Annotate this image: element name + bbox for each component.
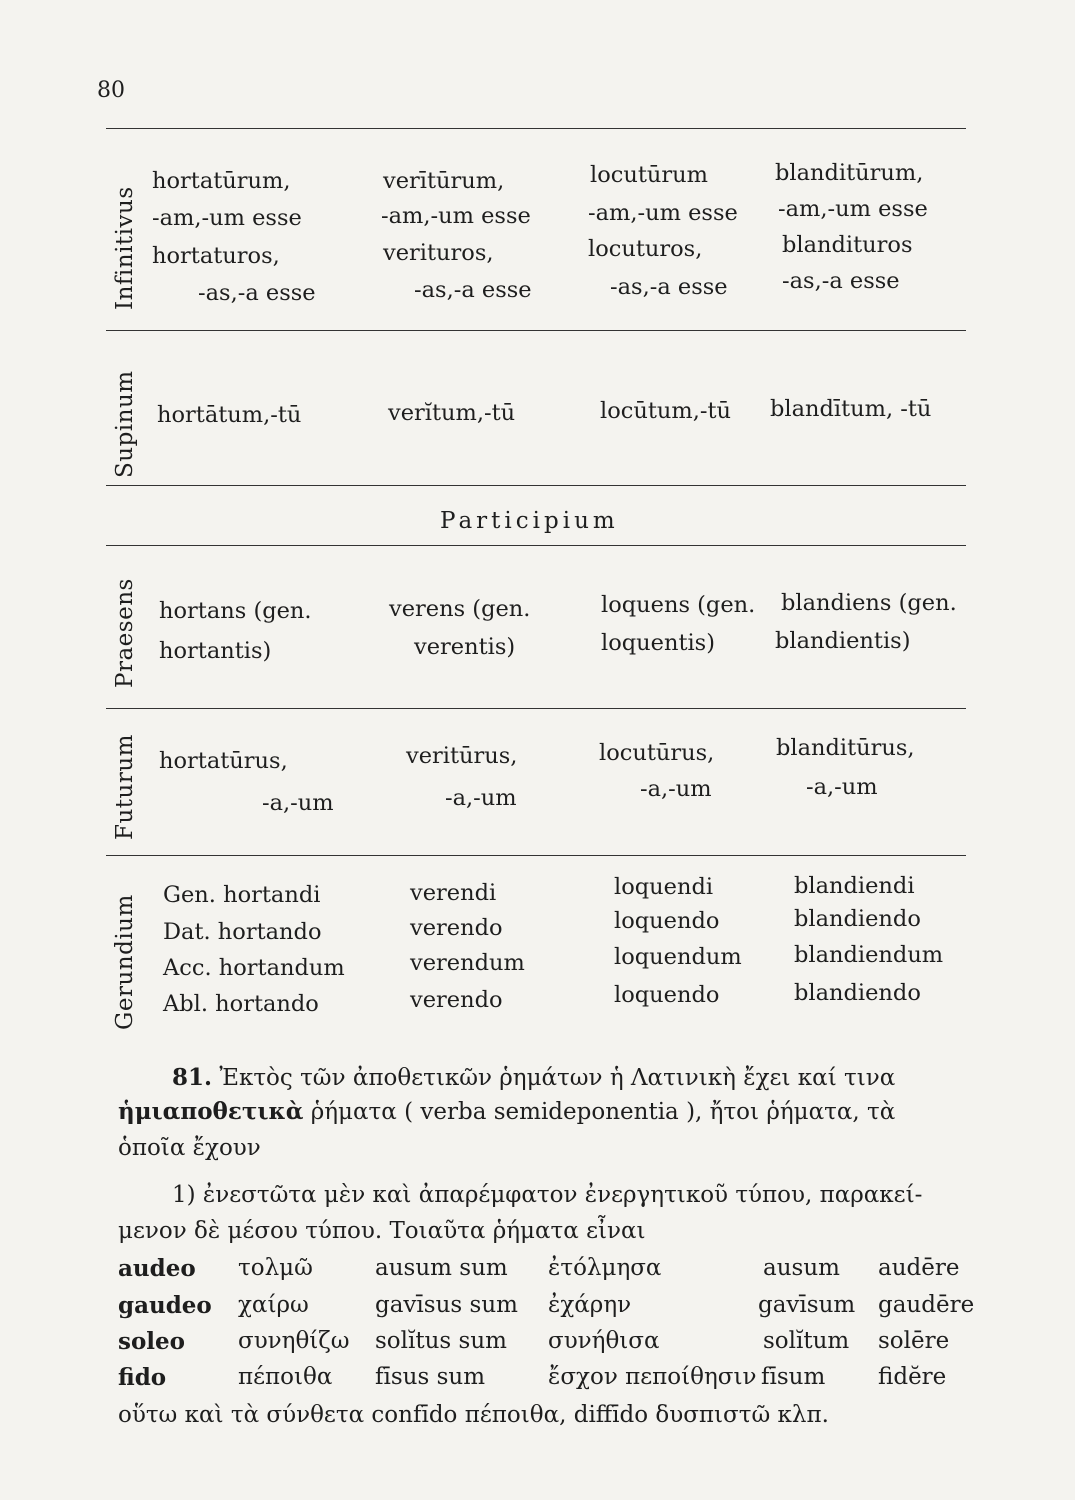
- infinitivus-cell: -as,-a esse: [414, 277, 532, 303]
- gerundium-cell: loquendi: [614, 874, 714, 900]
- section-text: ῥήματα ( verba semideponentia ), ἤτοι ῥήματα, τὰ: [310, 1099, 896, 1125]
- futurum-cell: -a,-um: [262, 790, 334, 816]
- verb-greek-perfect: συνήθισα: [548, 1328, 660, 1354]
- infinitivus-cell: -am,-um esse: [381, 203, 531, 229]
- verb-perfect: solĭtus sum: [375, 1328, 507, 1354]
- section-text: Ἐκτὸς τῶν ἀποθετικῶν ῥημάτων ἡ Λατινικὴ ἔχει καί τινα: [219, 1065, 896, 1091]
- section-number: 81.: [172, 1064, 213, 1091]
- verb-lemma: fido: [118, 1364, 167, 1391]
- verb-greek: χαίρω: [238, 1292, 309, 1318]
- page-number: 80: [97, 78, 125, 103]
- supinum-cell: verĭtum,-tū: [388, 400, 516, 426]
- section-81-line: [118, 1098, 895, 1125]
- verb-supine: ausum: [763, 1255, 840, 1281]
- infinitivus-cell: -am,-um esse: [778, 196, 928, 222]
- rule-infinitivus-supinum: [106, 330, 966, 331]
- futurum-cell: -a,-um: [806, 774, 878, 800]
- top-rule: [106, 128, 966, 129]
- rule-participium-praesens: [106, 545, 966, 546]
- gerundium-cell: blandiendum: [794, 942, 944, 968]
- praesens-cell: blandientis): [775, 628, 911, 654]
- verb-infinitive: fidĕre: [878, 1364, 947, 1390]
- section-81-line: 1) ἐνεστῶτα μὲν καὶ ἀπαρέμφατον ἐνεργητικοῦ τύπου, παρακεί-: [172, 1182, 923, 1208]
- gerundium-cell: loquendo: [614, 982, 720, 1008]
- futurum-cell: -a,-um: [640, 776, 712, 802]
- rule-praesens-futurum: [106, 708, 966, 709]
- futurum-cell: veritūrus,: [406, 743, 518, 769]
- gerundium-cell: loquendum: [614, 944, 742, 970]
- gerundium-cell: Dat. hortando: [163, 919, 322, 945]
- verb-perfect: gavīsus sum: [375, 1292, 518, 1318]
- infinitivus-cell: blanditūrum,: [775, 160, 924, 186]
- supinum-label: Supinum: [112, 370, 138, 478]
- praesens-cell: hortans (gen.: [159, 598, 312, 624]
- verb-supine: fīsum: [761, 1364, 826, 1390]
- futurum-cell: hortatūrus,: [159, 748, 288, 774]
- infinitivus-cell: -as,-a esse: [610, 274, 728, 300]
- verb-perfect: ausum sum: [375, 1255, 508, 1281]
- section-81-line: μενον δὲ μέσου τύπου. Τοιαῦτα ῥήματα εἶναι: [118, 1218, 646, 1244]
- section-81-line: [172, 1064, 895, 1091]
- gerundium-label: Gerundium: [112, 894, 138, 1030]
- supinum-cell: locūtum,-tū: [600, 398, 731, 424]
- futurum-cell: blanditūrus,: [776, 735, 915, 761]
- gerundium-cell: verendo: [410, 915, 503, 941]
- verb-greek: τολμῶ: [238, 1255, 313, 1281]
- gerundium-cell: blandiendi: [794, 873, 915, 899]
- verb-supine: solĭtum: [763, 1328, 850, 1354]
- gerundium-cell: verendo: [410, 987, 503, 1013]
- futurum-label: Futurum: [112, 734, 138, 840]
- gerundium-cell: verendi: [410, 880, 497, 906]
- verb-greek-perfect: ἐχάρην: [548, 1292, 632, 1318]
- verb-lemma: soleo: [118, 1328, 186, 1355]
- verb-infinitive: audēre: [878, 1255, 960, 1281]
- infinitivus-label: Infinitivus: [112, 186, 138, 310]
- infinitivus-cell: -as,-a esse: [198, 280, 316, 306]
- praesens-cell: verens (gen.: [389, 596, 531, 622]
- verb-greek-perfect: ἔσχον πεποίθησιν: [548, 1364, 757, 1390]
- section-term: ἡμιαποθετικὰ: [118, 1098, 304, 1125]
- praesens-cell: loquentis): [601, 630, 716, 656]
- gerundium-cell: Acc. hortandum: [163, 955, 345, 981]
- gerundium-cell: verendum: [410, 950, 525, 976]
- supinum-cell: hortātum,-tū: [157, 402, 302, 428]
- infinitivus-cell: -am,-um esse: [152, 205, 302, 231]
- gerundium-cell: loquendo: [614, 908, 720, 934]
- section-81-last-line: οὕτω καὶ τὰ σύνθετα confīdo πέποιθα, diffīdo δυσπιστῶ κλπ.: [118, 1402, 829, 1428]
- futurum-cell: locutūrus,: [599, 740, 715, 766]
- praesens-cell: blandiens (gen.: [781, 590, 957, 616]
- verb-perfect: fīsus sum: [375, 1364, 486, 1390]
- infinitivus-cell: -am,-um esse: [588, 200, 738, 226]
- infinitivus-cell: locuturos,: [588, 236, 703, 262]
- praesens-cell: verentis): [414, 634, 516, 660]
- infinitivus-cell: blandituros: [782, 232, 913, 258]
- infinitivus-cell: -as,-a esse: [782, 268, 900, 294]
- supinum-cell: blandītum, -tū: [770, 396, 932, 422]
- verb-greek: πέποιθα: [238, 1364, 333, 1390]
- infinitivus-cell: hortatūrum,: [152, 168, 291, 194]
- gerundium-cell: blandiendo: [794, 980, 921, 1006]
- gerundium-cell: Abl. hortando: [163, 991, 319, 1017]
- section-81-line: ὁποῖα ἔχουν: [118, 1135, 261, 1161]
- praesens-label: Praesens: [112, 578, 138, 688]
- futurum-cell: -a,-um: [445, 785, 517, 811]
- rule-futurum-gerundium: [106, 855, 966, 856]
- verb-infinitive: solēre: [878, 1328, 950, 1354]
- rule-supinum-participium: [106, 485, 966, 486]
- praesens-cell: hortantis): [159, 638, 272, 664]
- praesens-cell: loquens (gen.: [601, 592, 756, 618]
- verb-greek: συνηθίζω: [238, 1328, 350, 1354]
- gerundium-cell: Gen. hortandi: [163, 882, 321, 908]
- gerundium-cell: blandiendo: [794, 906, 921, 932]
- infinitivus-cell: hortaturos,: [152, 243, 280, 269]
- participium-title: Participium: [440, 508, 619, 534]
- verb-lemma: audeo: [118, 1255, 196, 1282]
- verb-lemma: gaudeo: [118, 1292, 212, 1319]
- verb-supine: gavīsum: [758, 1292, 856, 1318]
- infinitivus-cell: verītūrum,: [383, 168, 505, 194]
- verb-infinitive: gaudēre: [878, 1292, 975, 1318]
- verb-greek-perfect: ἐτόλμησα: [548, 1255, 662, 1281]
- infinitivus-cell: locutūrum: [590, 162, 708, 188]
- infinitivus-cell: verituros,: [383, 240, 494, 266]
